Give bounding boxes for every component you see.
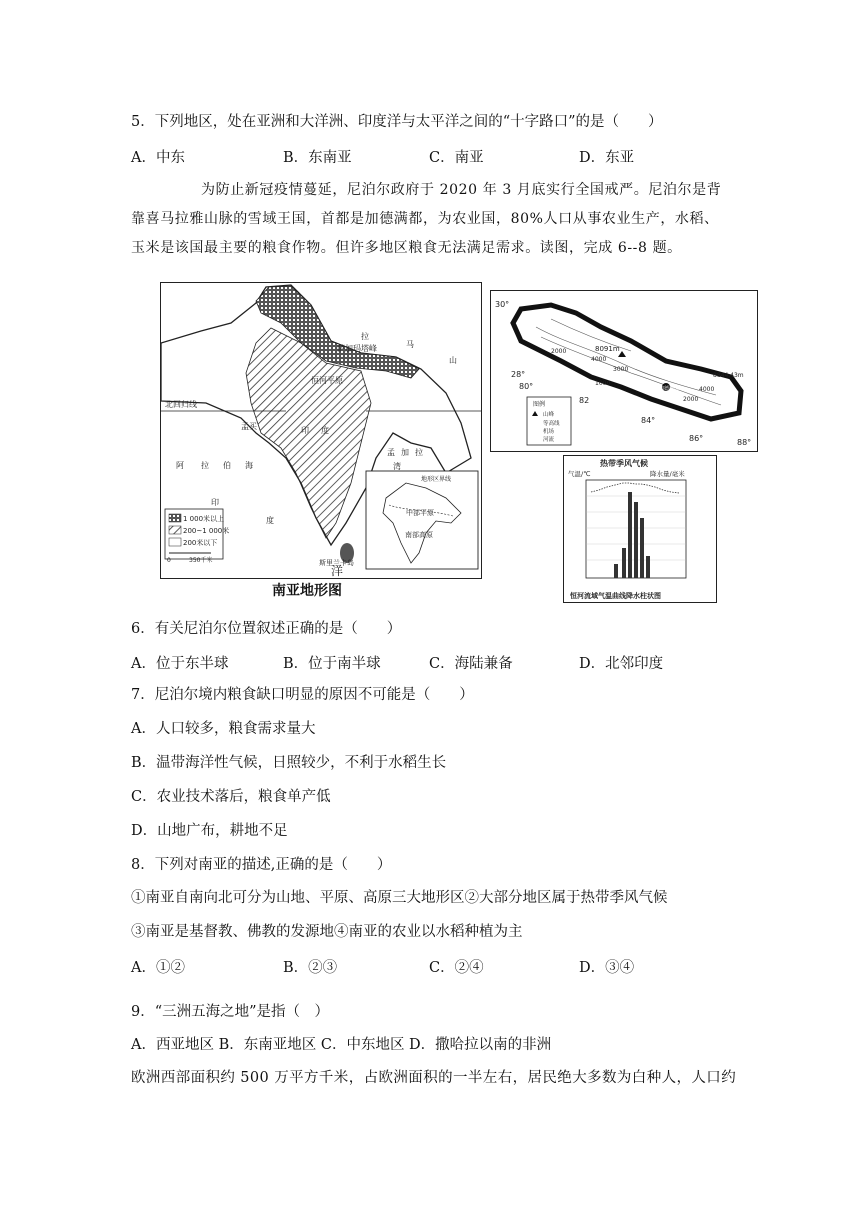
nepal-legend-title: 图例 (533, 401, 546, 408)
himalaya-label-1: 拉 (361, 332, 369, 341)
climate-chart-drawing (564, 456, 716, 602)
nepal-lon-88: 88° (737, 438, 752, 447)
arabian-sea-3: 伯 (223, 461, 231, 470)
q8-options (131, 956, 731, 976)
q8-statement-2: ③南亚是基督教、佛教的发源地④南亚的农业以水稻种植为主 (131, 924, 523, 940)
himalaya-label-2: 马 (406, 340, 414, 349)
q8-option-b: B．②③ (283, 960, 338, 976)
indian-ocean-1: 印 (211, 498, 219, 507)
nepal-lon-82: 82 (579, 396, 590, 405)
q7-option-b: B．温带海洋性气候，日照较少，不利于水稻生长 (131, 755, 447, 771)
contour-2000a: 2000 (551, 348, 567, 355)
climate-temp-label: 气温/℃ (568, 470, 591, 478)
indian-ocean-3: 洋 (331, 564, 344, 578)
india-label-2: 度 (321, 426, 329, 435)
nepal-lon-84: 84° (641, 416, 656, 425)
contour-2000b: 2000 (683, 396, 699, 403)
arabian-sea-4: 海 (245, 461, 253, 470)
everest-label: 萨加玛塔峰 (337, 344, 377, 353)
climate-caption: 恒河流域气温曲线降水柱状图 (570, 592, 661, 600)
q9-options: A．西亚地区 B．东南亚地区 C．中东地区 D．撒哈拉以南的非洲 (131, 1037, 552, 1053)
capital-label: 加德满都 (659, 386, 680, 392)
sri-lanka-label: 斯里兰卡岛 (319, 559, 354, 567)
south-asia-map-drawing (161, 283, 481, 578)
india-label-1: 印 (301, 426, 309, 435)
inset-border-label: 地形区界线 (421, 476, 452, 483)
nepal-lat-30: 30° (495, 300, 510, 309)
indian-ocean-2: 度 (266, 516, 274, 525)
south-asia-caption: 南亚地形图 (272, 583, 342, 599)
nepal-legend-peak: 山峰 (543, 412, 555, 418)
q5-option-b: B．东南亚 (283, 150, 352, 166)
q7-stem: 7．尼泊尔境内粮食缺口明显的原因不可能是（ ） (131, 687, 474, 703)
q6-stem: 6．有关尼泊尔位置叙述正确的是（ ） (131, 621, 402, 637)
legend-low: 200米以下 (183, 539, 218, 547)
q5-options (131, 146, 731, 166)
q6-options (131, 652, 731, 672)
q7-option-a: A．人口较多，粮食需求量大 (131, 721, 316, 737)
nepal-lon-86: 86° (689, 434, 704, 443)
nepal-legend-contour: 等高线 (543, 421, 560, 427)
contour-1000: 1000 (595, 380, 611, 387)
q7-option-d: D．山地广布，耕地不足 (131, 823, 288, 839)
q8-option-d: D．③④ (579, 960, 635, 976)
inset-plain-label: 中部平原 (406, 509, 434, 517)
scale-zero: 0 (167, 557, 171, 564)
nepal-peak-label: 8091m (595, 345, 620, 353)
q5-stem: 5．下列地区，处在亚洲和大洋洲、印度洋与太平洋之间的“十字路口”的是（ ） (131, 114, 663, 130)
south-asia-map (160, 282, 482, 579)
bay-label-2: 加 (401, 448, 409, 457)
scale-label: 350千米 (189, 557, 213, 564)
q5-option-a: A．中东 (131, 150, 185, 166)
q6-option-b: B．位于南半球 (283, 656, 381, 672)
q7-option-c: C．农业技术落后，粮食单产低 (131, 789, 331, 805)
tropic-label: 北回归线 (165, 400, 197, 409)
legend-mid: 200~1 000米 (183, 527, 230, 535)
q8-option-a: A．①② (131, 960, 185, 976)
climate-precip-label: 降水量/毫米 (650, 470, 685, 478)
q8-statement-1: ①南亚自南向北可分为山地、平原、高原三大地形区②大部分地区属于热带季风气候 (131, 890, 668, 906)
climate-title: 热带季风气候 (600, 459, 648, 468)
contour-3000: 3000 (613, 366, 629, 373)
nepal-map (490, 290, 758, 452)
q8-stem: 8．下列对南亚的描述,正确的是（ ） (131, 857, 392, 873)
q6-option-d: D．北邻印度 (579, 656, 664, 672)
q6-option-a: A．位于东半球 (131, 656, 229, 672)
climate-chart (563, 455, 717, 603)
arabian-sea-1: 阿 (176, 461, 184, 470)
q8-option-c: C．②④ (429, 960, 484, 976)
nepal-lat-28: 28° (511, 370, 526, 379)
nepal-lon-80: 80° (519, 382, 534, 391)
himalaya-label-3: 山 (449, 356, 457, 365)
contour-4000: 4000 (591, 356, 607, 363)
q5-option-d: D．东亚 (579, 150, 635, 166)
bay-label-4: 湾 (393, 462, 401, 471)
nepal-legend-river: 河流 (543, 437, 555, 443)
inset-plateau-label: 南部高原 (405, 531, 433, 539)
bay-label-1: 孟 (387, 448, 395, 457)
nepal-passage-text: 为防止新冠疫情蔓延，尼泊尔政府于 2020 年 3 月底实行全国戒严。尼泊尔是背靠喜马拉雅山脉的雪域王国，首都是加德满都，为农业国，80%人口从事农业生产，水稻、玉米是该国最主要的粮食作物。但许多地区粮食无法满足需求。读图，完成 6--8 题。 (131, 182, 722, 256)
contour-4000b: 4000 (699, 386, 715, 393)
arabian-sea-2: 拉 (201, 461, 209, 470)
ganges-plain-label: 恒河平原 (311, 376, 343, 385)
q6-option-c: C．海陆兼备 (429, 656, 513, 672)
q9-stem: 9．“三洲五海之地”是指（ ） (131, 1004, 330, 1020)
legend-high: 1 000米以上 (183, 515, 225, 523)
europe-passage: 欧洲西部面积约 500 万平方千米，占欧洲面积的一半左右，居民绝大多数为白种人，人口约 (131, 1070, 737, 1086)
nepal-passage (131, 176, 731, 263)
nepal-legend-capital: 机场 (543, 429, 555, 435)
bay-label-3: 拉 (415, 448, 423, 457)
q5-option-c: C．南亚 (429, 150, 484, 166)
mumbai-label: 孟买 (241, 422, 257, 431)
nepal-map-drawing (491, 291, 757, 451)
nepal-peak2-label: 8844.43m (713, 372, 744, 379)
